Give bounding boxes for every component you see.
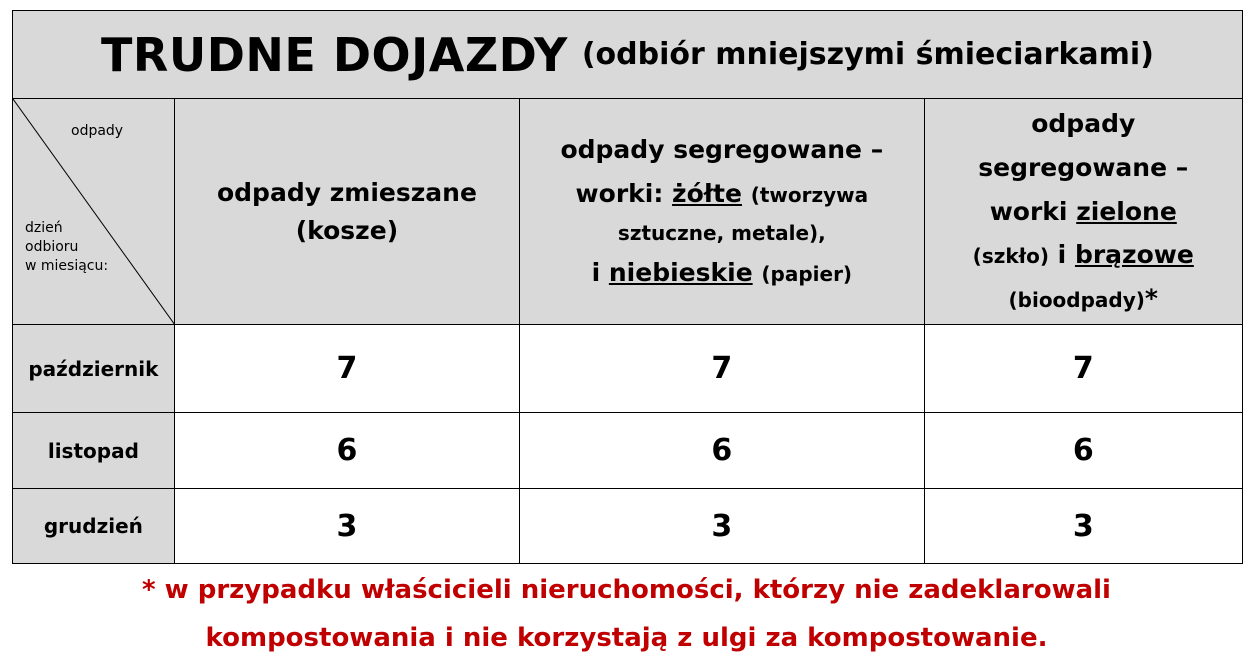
corner-day-line2: odbioru [25,238,79,255]
header-segregated-green-brown [925,99,1242,324]
value-cell: 3 [520,489,924,563]
schedule-table [12,10,1243,564]
blue-label: niebieskie [608,257,753,287]
corner-label-day [25,219,108,276]
value-cell: 3 [175,489,520,563]
table-row [13,325,1242,413]
title-main: TRUDNE DOJAZDY [101,27,568,82]
yellow-bags-line: worki: żółte (tworzywa [575,179,869,209]
value-cell: 7 [520,325,924,412]
table-row [13,489,1242,563]
green-label: zielone [1076,196,1177,226]
footnote [0,566,1253,662]
segregated-label-3: segregowane – [978,152,1189,182]
mixed-waste-sub: (kosze) [295,215,399,245]
value-cell: 6 [175,413,520,488]
bio-line: (bioodpady)* [1008,284,1158,314]
brown-label: brązowe [1074,240,1194,270]
footnote-line2: kompostowania i nie korzystają z ulgi za kompostowanie. [205,623,1048,653]
yellow-label: żółte [672,179,742,209]
table-row [13,413,1242,489]
value-cell: 3 [1072,508,1094,544]
header-mixed-waste [175,99,520,324]
corner-day-line3: w miesiącu: [25,257,109,274]
segregated-label: odpady segregowane – [560,135,884,165]
month-cell: październik [13,325,175,412]
value-cell: 7 [175,325,520,412]
header-segregated-yellow-blue [520,99,924,324]
corner-cell [13,99,175,324]
brown-bags-line: (szkło) i brązowe [972,240,1194,270]
segregated-label-2: odpady [1031,109,1136,139]
green-bags-line: worki zielone [989,196,1177,226]
header-row [13,99,1242,325]
value-cell: 7 [1072,351,1094,386]
value-cell: 6 [1072,433,1094,468]
plastics-metals-label: sztuczne, metale), [617,220,826,245]
month-cell: grudzień [13,489,175,563]
mixed-waste-label: odpady zmieszane [216,178,477,207]
footnote-line1: * w przypadku właścicieli nieruchomości, którzy nie zadeklarowali [142,575,1111,605]
table-title [13,11,1242,99]
corner-day-line1: dzień [25,220,63,236]
blue-bags-line: i niebieskie (papier) [591,257,853,287]
corner-label-waste: odpady [71,123,124,139]
title-sub: (odbiór mniejszymi śmieciarkami) [581,37,1154,72]
value-cell: 6 [520,413,924,488]
month-cell: listopad [13,413,175,488]
